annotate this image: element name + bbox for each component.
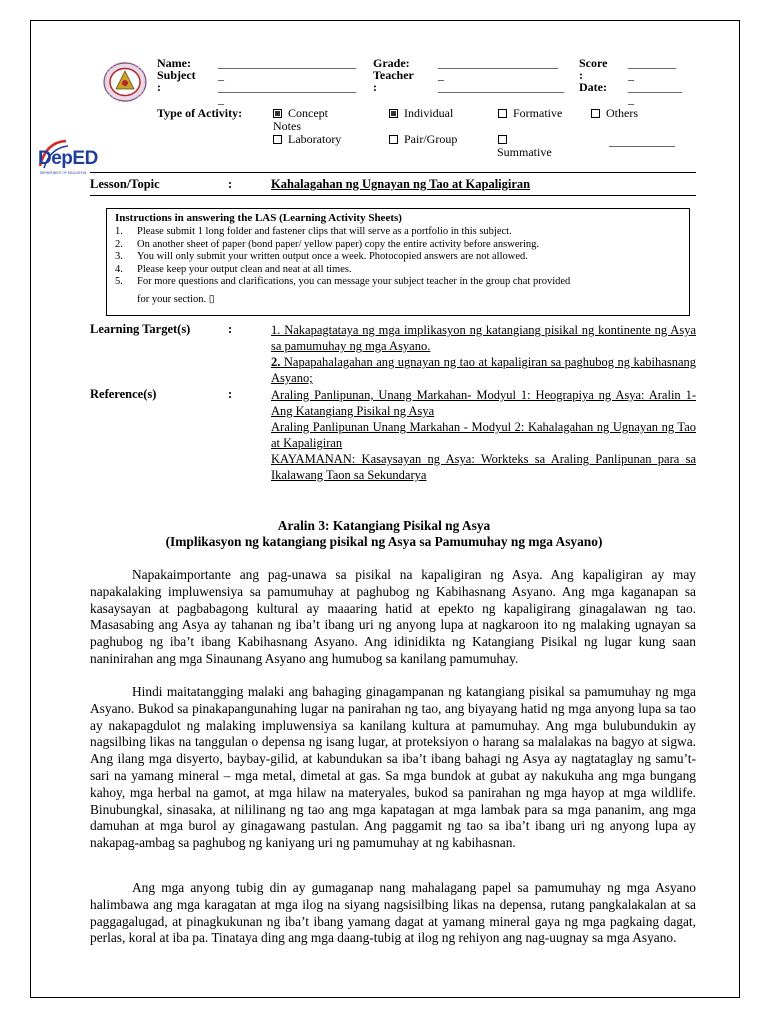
instructions-title: Instructions in answering the LAS (Learning Activity Sheets) [115,212,402,224]
deped-logo-text: DepED [38,148,98,169]
instruction-item: 3. You will only submit your written output once a week. Photocopied answers are not allowed. [115,251,528,263]
score-field[interactable]: ________ [628,56,676,70]
lesson-topic-value: Kahalagahan ng Ugnayan ng Tao at Kapaligiran [271,177,531,191]
activity-label: Type of Activity: [157,106,243,120]
teacher-label: Teacher [373,68,414,82]
body-paragraph-1: Napakaimportante ang pag-unawa sa pisikal na kapaligiran ng Asya. Ang kapaligiran ay may napakalaking impluwensiya sa pamumuhay at paghubog ng Kabihasnang Asyano. Ang mga kaganapan sa kasaysayan at pagbabagong kultural ay maaaring hatid at epekto ng kapaligirang ginagalawan ng tao. Masasabing ang Asya ay tahanan ng iba’t ibang uri ng anyong lupa at nagkaroon ito ng malaking ugnayan sa paghubog ng iba’t ibang Kabihasnang Asyano. Ang idinidikta ng Katangiang Pisikal ng lugar kung saan naninirahan ang mga Sinaunang Asyano ang humubog sa kanilang pamumuhay. [90,567,696,666]
instruction-item: for your section. ▯ [137,293,215,305]
instructions-box [106,208,690,316]
learning-targets [271,322,696,386]
checkbox-checked-icon [389,109,398,118]
subject-colon: : [157,80,161,94]
activity-concept-notes: Notes [273,119,301,133]
teacher-field[interactable]: _____________________ [438,80,564,94]
subject-field[interactable]: _______________________ [218,80,356,94]
score-dash: _ [628,68,634,82]
checkbox-icon [591,109,600,118]
divider-bottom [90,195,696,196]
checkbox-checked-icon [273,109,282,118]
reference-item: KAYAMANAN: Kasaysayan ng Asya: Workteks sa Araling Panlipunan para sa Ikalawang Taon sa Sekundarya [271,452,696,482]
lesson-topic-colon: : [228,177,233,191]
divider-top [90,172,696,173]
activity-concept-option[interactable]: Concept [273,106,328,120]
subject-label: Subject [157,68,196,82]
instructions-list [115,226,571,307]
references-list [271,387,696,483]
checkbox-icon [389,135,398,144]
checkbox-icon [498,109,507,118]
score-colon: : [579,68,583,82]
activity-individual-option[interactable]: Individual [389,106,453,120]
lesson-title: Aralin 3: Katangiang Pisikal ng Asya [277,518,491,533]
teacher-colon: : [373,80,377,94]
name-field[interactable]: _______________________ [218,56,356,70]
date-dash: _ [628,92,634,106]
date-field[interactable]: _________ [628,80,682,94]
reference-item: Araling Panlipunan Unang Markahan - Modyul 2: Kahalagahan ng Ugnayan ng Tao at Kapaligiran [271,420,696,450]
checkbox-icon [498,135,507,144]
school-seal-icon [103,62,147,102]
activity-laboratory-option[interactable]: Laboratory [273,132,341,146]
grade-label: Grade: [373,56,410,70]
instruction-item: 4. Please keep your output clean and neat at all times. [115,263,352,275]
activity-others-option[interactable]: Others [591,106,638,120]
instruction-item: 2. On another sheet of paper (bond paper/ yellow paper) copy the entire activity before answering. [115,238,540,250]
subject-dash: _ [218,68,224,82]
lesson-subtitle: (Implikasyon ng katangiang pisikal ng Asya sa Pamumuhay ng mga Asyano) [165,534,603,549]
activity-pair-group-option[interactable]: Pair/Group [389,132,457,146]
instruction-item: 1. Please submit 1 long folder and fastener clips that will serve as a portfolio in this subject. [115,226,512,237]
learning-target-label: Learning Target(s) [90,322,191,336]
teacher-dash: _ [438,68,444,82]
learning-target-1: 1. Nakapagtataya ng mga implikasyon ng katangiang pisikal ng kontinente ng Asya sa pamumuhay ng mga Asyano. [271,323,696,353]
date-label: Date: [579,80,607,94]
body-paragraph-2: Hindi maitatangging malaki ang bahaging ginagampanan ng katangiang pisikal sa pamumuhay ng mga Asyano. Bukod sa pinakapangunahing lugar na panirahan ng tao, ang biyayang hatid ng mga anyong lupa sa tao ay nakapagdulot ng malaking impluwensiya sa kanilang kultura at pamumuhay. Ang mga bulubundukin ay nagsilbing likas na tanggulan o depensa ng isang lugar, at proteksiyon o harang sa malalakas na bagyo at sigwa. Ang ilang mga disyerto, baybay-gilid, at kabundukan sa iba’t ibang bahagi ng Asya ay nagtataglay ng samu’t-sari na yamang mineral – mga metal, dimetal at gas. Sa mga bundok at gubat ay nakukuha ang mga bungang kahoy, mga herbal na gamot, at mga hilaw na materyales, bukod sa panirahan ng mga hayop at mga wildlife. Binubungkal, sinasaka, at nililinang ng tao ang mga kapatagan at mga lambak para sa mga pananim, ang mga damuhan at mga burol ay ginagawang pastulan. Ang paggamit ng tao sa iba’t ibang uri ng anyong lupa ay nakapag-ambag sa paghubog ng kaniyang uri ng pamumuhay at ng kabihasnan. [90,684,696,851]
lesson-topic-label: Lesson/Topic [90,177,160,191]
grade-field[interactable]: ____________________ [438,56,558,70]
checkbox-icon [273,135,282,144]
instruction-item: 5. For more questions and clarifications, you can message your subject teacher in the group chat provided [115,276,571,288]
activity-summative-option[interactable] [498,132,513,146]
reference-item: Araling Panlipunan, Unang Markahan- Modyul 1: Heograpiya ng Asya: Aralin 1- Ang Katangiang Pisikal ng Asya [271,388,696,418]
others-specify-field[interactable]: ___________ [609,134,675,148]
activity-summative-label: Summative [497,145,552,159]
learning-target-2: 2. Napapahalagahan ang ugnayan ng tao at kapaligiran sa paghubog ng kabihasnang Asyano; [271,355,696,385]
reference-label: Reference(s) [90,387,157,401]
learning-target-colon: : [228,322,233,336]
reference-colon: : [228,387,233,401]
activity-formative-option[interactable]: Formative [498,106,562,120]
score-label: Score [579,56,608,70]
body-paragraph-3: Ang mga anyong tubig din ay gumaganap nang mahalagang papel sa pamumuhay ng mga Asyano halimbawa ang mga karagatan at mga ilog na siyang nagsisilbing likas na depensa, rutang pangkalakalan at sa paggagalugad, at pinagkukunan ng iba’t ibang yamang dagat at yamang mineral gaya ng mga pagkaing dagat, perlas, koral at iba pa. Tinataya ding ang mga daang-tubig at ilog ng rehiyon ang nag-uugnay sa mga Asyano. [90,880,696,946]
name-label: Name: [157,56,191,70]
subject-dash-2: _ [218,92,224,106]
deped-logo-subtext: DEPARTMENT OF EDUCATION [40,171,87,175]
